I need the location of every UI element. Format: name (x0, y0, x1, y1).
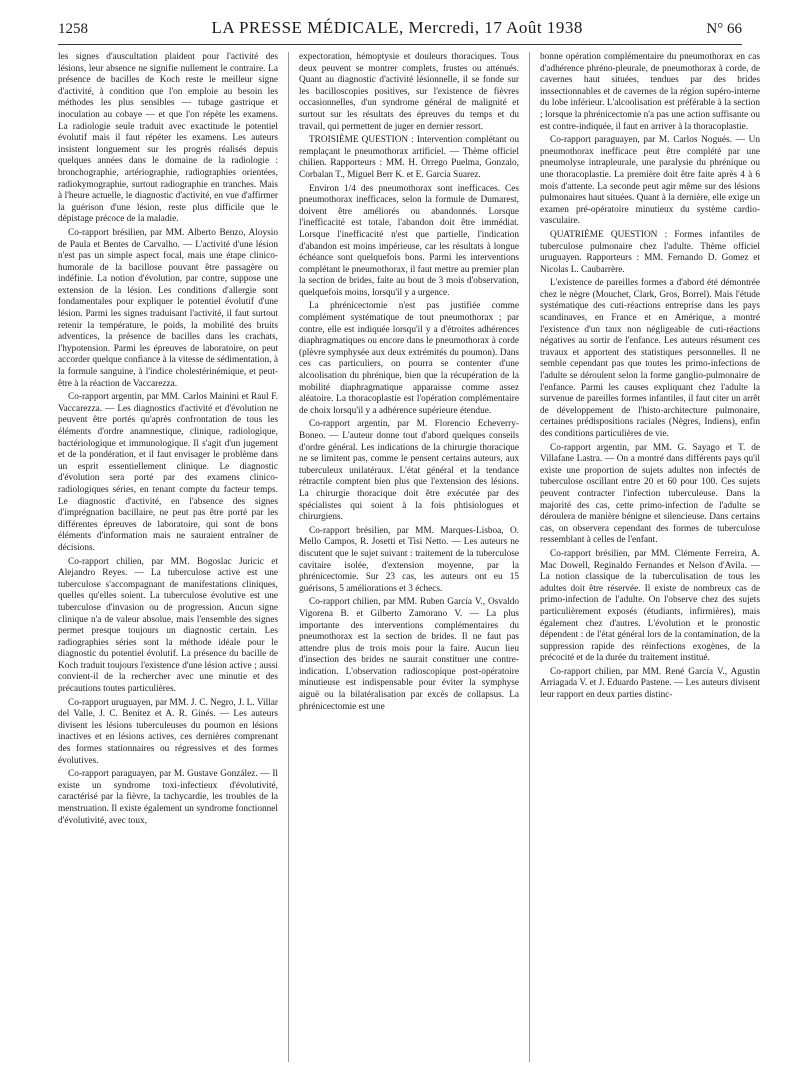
text-columns (58, 52, 760, 1062)
paragraph: Co-rapport uruguayen, par MM. J. C. Negro, J. L. Villar del Valle, J. C. Benitez et A. R. Ginés. — Les auteurs divisent les lésions tuberculeuses du poumon en lésions inactives et en lésions actives, ces dernières comprenant des formes stationnaires ou régressives et des formes évolutives. (58, 697, 278, 766)
column-3 (540, 52, 760, 1062)
paragraph: L'existence de pareilles formes a d'abord été démontrée chez le nègre (Mouchet, Clark, Gros, Borrel). Mais l'étude systématique des cuti-réactions entreprise dans les pays scandinaves, en France et en Amérique, a montré l'existence d'un taux non négligeable de cuti-réactions négatives au sortir de l'enfance. Les auteurs résument ces travaux et apportent des statistiques personnelles. Il ne semble cependant pas que toutes les primo-infections de l'adulte se déroulent selon la forme ganglio-pulmonaire de l'enfance. Parmi les causes expliquant chez l'adulte la survenue de pareilles formes infantiles, il faut citer un arrêt de développement de l'histo-architecture pulmonaire, certaines prédispositions raciales (Nègres, Indiens), enfin des conditions particulières de vie. (540, 278, 760, 439)
page-header (58, 18, 742, 45)
paragraph: expectoration, hémoptysie et douleurs thoraciques. Tous deux peuvent se montrer complets, frustes ou atténués. Quant au diagnostic d'activité lésionnelle, il se fonde sur les bacilloscopies positives, sur l'existence de fièvres occasionnelles, d'un syndrome général de malignité et surtout sur les résultats des épreuves du temps et du travail, qui permettent de juger en dernier ressort. (299, 52, 519, 132)
paragraph: Co-rapport argentin, par M. Florencio Echeverry-Boneo. — L'auteur donne tout d'abord quelques conseils d'ordre général. Les indications de la chirurgie thoracique ne se limitent pas, comme le pensent certains auteurs, aux tuberculeux unilatéraux. L'état général et la tendance rétractile comptent bien plus que l'extension des lésions. La chirurgie thoracique doit être exécutée par des spécialistes qui soient à la fois phtisiologues et chirurgiens. (299, 419, 519, 523)
paragraph: Co-rapport chilien, par MM. René García V., Agustin Arriagada V. et J. Eduardo Pastene. — Les auteurs divisent leur rapport en deux parties distinc- (540, 666, 760, 701)
paragraph: Co-rapport argentin, par MM. G. Sayago et T. de Villafane Lastra. — On a montré dans différents pays qu'il existe une proportion de sujets adultes non infectés de tuberculose oscillant entre 20 et 60 pour 100. Ces sujets peuvent contracter l'infection tuberculeuse. Dans la majorité des cas, cette primo-infection de l'adulte se déroulera de manière bénigne et silencieuse. Dans certains cas, on observera cependant des formes de tuberculose ressemblant à celles de l'enfant. (540, 442, 760, 546)
paragraph: Co-rapport brésilien, par MM. Clémente Ferreira, A. Mac Dowell, Reginaldo Fernandes et Nelson d'Avila. — La notion classique de la tuberculisation de tous les adultes doit être réservée. Il existe de nombreux cas de primo-infection de l'adulte. On l'observe chez des sujets particulièrement exposés (étudiants, infirmières), mais également chez d'autres. L'évolution et le pronostic dépendent : de l'état général lors de la contamination, de la suppression rapide des réinfections exogènes, de la précocité et de la durée du traitement institué. (540, 548, 760, 664)
issue-date: Mercredi, 17 Août 1938 (408, 18, 583, 37)
journal-title (212, 18, 583, 38)
paragraph: Co-rapport argentin, par MM. Carlos Mainini et Raul F. Vaccarezza. — Les diagnostics d'activité et d'évolution ne peuvent être portés qu'après confrontation de tous les éléments d'ordre anamnestique, clinique, radiologique, bactériologique et immunologique. Il s'agit d'un jugement et de la pondération, et il faut envisager le problème dans un esprit essentiellement clinique. Le diagnostic d'évolution sera porté par des examens clinico-radiologiques séries, en tenant compte du facteur temps. Le diagnostic d'activité, en l'absence des signes d'imprégnation bacillaire, ne peut pas être porté par les différentes épreuves de laboratoire, qui sont de bons éléments d'information mais ne sauraient entraîner de décisions. (58, 392, 278, 553)
paragraph: TROISIÈME QUESTION : Intervention complétant ou remplaçant le pneumothorax artificiel. — Thème officiel chilien. Rapporteurs : MM. H. Orrego Puelma, Gonzalo, Corbalan T., Miguel Berr K. et E. García Suarez. (299, 135, 519, 180)
column-divider (529, 52, 530, 1062)
paragraph: Environ 1/4 des pneumothorax sont inefficaces. Ces pneumothorax inefficaces, selon la formule de Dumarest, doivent être améliorés ou abandonnés. Lorsque l'inefficacité est totale, l'abandon doit être immédiat. Lorsque l'inefficacité n'est que partielle, l'indication d'abandon est moins impérieuse, car les résultats à longue échéance sont quelquefois bons. Parmi les interventions complétant le pneumothorax, il faut mettre au premier plan la section de brides, faite au bout de 3 mois d'observation, quelquefois moins, lorsqu'il y a urgence. (299, 183, 519, 298)
paragraph: Co-rapport brésilien, par MM. Marques-Lisboa, O. Mello Campos, R. Josetti et Tisi Netto. — Les auteurs ne discutent que le sujet suivant : traitement de la tuberculose cavitaire isolée, d'extension moyenne, par la phrénicectomie. Sur 23 cas, les auteurs ont eu 15 guérisons, 5 améliorations et 3 échecs. (299, 525, 519, 594)
column-1 (58, 52, 278, 1062)
paragraph: La phrénicectomie n'est pas justifiée comme complément systématique de tout pneumothorax ; par contre, elle est indiquée lorsqu'il y a d'étroites adhérences diaphragmatiques ou encore dans le pneumothorax à corde (plèvre symphysée aux deux extrémités du poumon). Dans ces cas particuliers, on pourra se contenter d'une alcoolisation du phrénique, bien que la récupération de la mobilité diaphragmatique apparaisse comme assez aléatoire. La thoracoplastie est l'opération complémentaire de choix lorsqu'il y a adhérence supérieure étendue. (299, 301, 519, 416)
paragraph: Co-rapport paraguayen, par M. Gustave González. — Il existe un syndrome toxi-infectieux d'évolutivité, caractérisé par la fièvre, la tachycardie, les troubles de la menstruation. Il existe également un syndrome fonctionnel d'évolutivité, avec toux, (58, 769, 278, 826)
paragraph: les signes d'auscultation plaident pour l'activité des lésions, leur absence ne signifie nullement le contraire. La présence de bacilles de Koch reste le meilleur signe d'activité, à condition que l'on emploie au besoin les méthodes les plus sensibles — tubage gastrique et inoculation au cobaye — et que l'on répète les examens. La radiologie seule traduit avec exactitude le potentiel évolutif mais il faut répéter les examens. Les auteurs insistent longuement sur les progrès réalisés depuis quelques années dans le domaine de la radiologie : bronchographie, artériographie, radiographies orientées, radiokymographie, surtout radiographie en tranches. Mais à l'heure actuelle, le diagnostic d'activité, en vue d'affirmer la guérison d'une lésion, reste plus difficile que le dépistage précoce de la maladie. (58, 52, 278, 225)
paragraph: bonne opération complémentaire du pneumothorax en cas d'adhérence phréno-pleurale, de pneumothorax à corde, de cavernes haut situées, tendues par des brides inssectionnables et de cavernes de la région supéro-interne du lobe inférieur. L'alcoolisation est préférable à la section ; lorsque la phrénicectomie n'a pas une action suffisante ou est contre-indiquée, il faut en arriver à la thoracoplastie. (540, 52, 760, 132)
paragraph: QUATRIÈME QUESTION : Formes infantiles de tuberculose pulmonaire chez l'adulte. Thème officiel uruguayen. Rapporteurs : MM. Fernando D. Gomez et Nicolas L. Caubarrère. (540, 229, 760, 275)
paragraph: Co-rapport chilien, par MM. Bogoslac Juricic et Alejandro Reyes. — La tuberculose active est une tuberculose s'accompagnant de manifestations cliniques, quelles qu'elles soient. La tuberculose évolutive est une tuberculose d'invasion ou de progression. Aucun signe clinique n'a de valeur absolue, mais l'ensemble des signes permet presque toujours un diagnostic certain. Les radiographies séries sont la méthode idéale pour le diagnostic du potentiel évolutif. La présence du bacille de Koch traduit toujours l'existence d'une lésion active ; aussi convient-il de la rechercher avec une minutie et des précautions toutes particulières. (58, 556, 278, 695)
paragraph: Co-rapport chilien, par MM. Ruben García V., Osvaldo Vigorena B. et Gilberto Zamorano V. — La plus importante des interventions complémentaires du pneumothorax est la section de brides. Il ne faut pas attendre plus de trois mois pour la faire. Aucun lieu d'insection des brides ne saurait constituer une contre-indication. L'observation radioscopique post-opératoire minutieuse est indispensable pour éviter la symphyse aiguë ou la bilatéralisation par excès de collapsus. La phrénicectomie est une (299, 597, 519, 712)
paragraph: Co-rapport paraguayen, par M. Carlos Nogués. — Un pneumothorax inefficace peut être complété par une pneumolyse intrapleurale, une paralysie du phrénique ou une thoracoplastie. La première doit être faite après 4 à 6 mois d'attente. La seconde peut agir même sur des lésions pulmonaires haut situées. Quant à la dernière, elle exige un examen pré-opératoire minutieux du système cardio-vasculaire. (540, 135, 760, 227)
paragraph: Co-rapport brésilien, par MM. Alberto Benzo, Aloysio de Paula et Bentes de Carvalho. — L'activité d'une lésion n'est pas un simple aspect focal, mais une étape clinico-humorale de la bacillose pouvant être passagère ou indéfinie. La notion d'évolution, par contre, suppose une extension de la lésion. Les conditions d'allergie sont fondamentales pour expliquer le potentiel évolutif d'une lésion. Parmi les signes traduisant l'activité, il faut surtout retenir la température, le poids, la mobilité des bruits adventices, la présence de bacilles dans les crachats, l'hypotension. Parmi les épreuves de laboratoire, on peut accorder quelque confiance à la vitesse de sédimentation, à la formule sanguine, à l'indice cholestérinémique, et peut-être à la réaction de Vaccarezza. (58, 227, 278, 389)
issue-number: N° 66 (706, 21, 742, 37)
column-2 (299, 52, 519, 1062)
column-divider (288, 52, 289, 1062)
journal-name: LA PRESSE MÉDICALE, (211, 18, 404, 37)
page-number: 1258 (58, 21, 88, 37)
